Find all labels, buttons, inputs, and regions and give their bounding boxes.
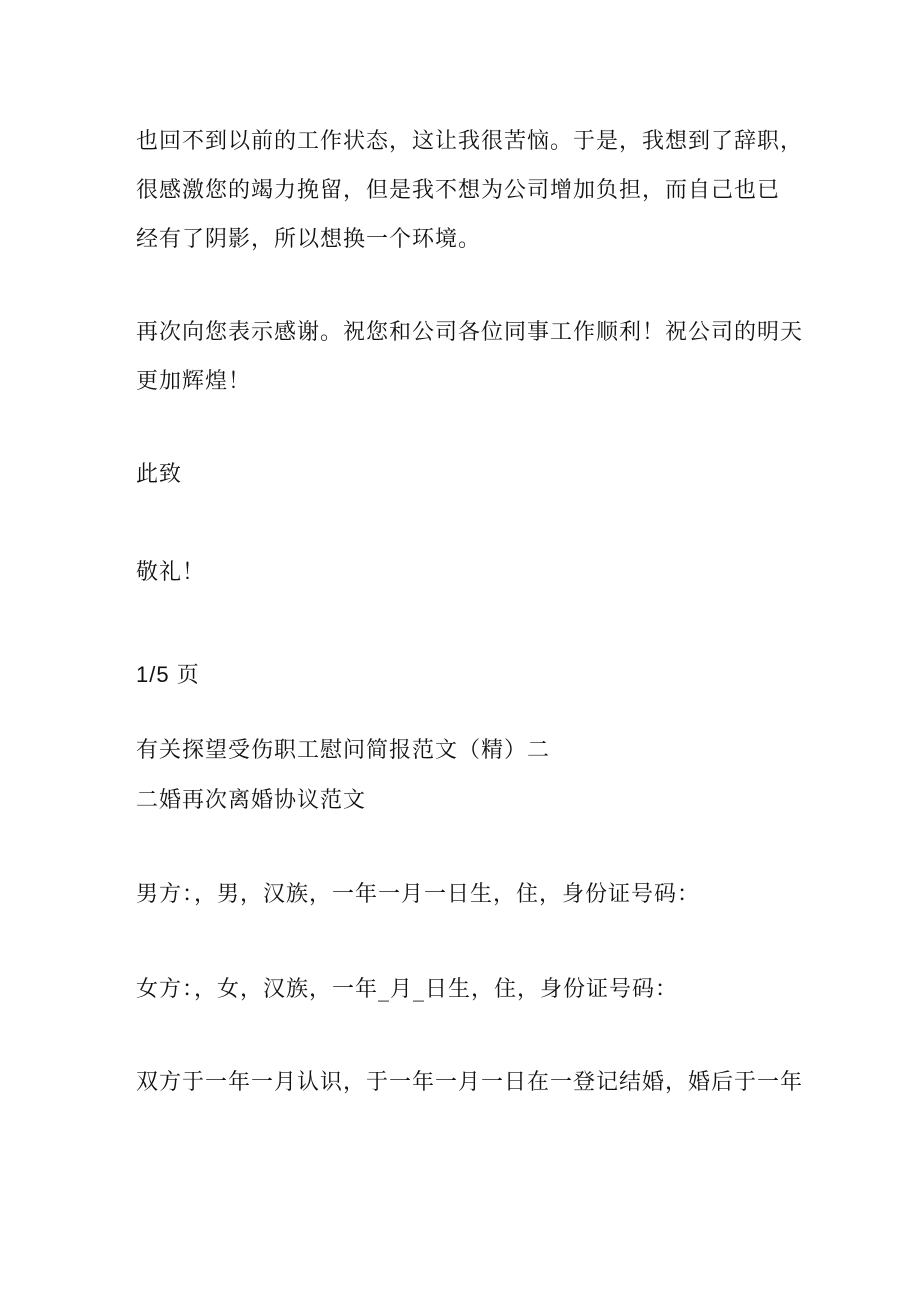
page-number: 1/5 页 bbox=[136, 662, 200, 687]
paragraph-line: 经有了阴影，所以想换一个环境。 bbox=[136, 227, 482, 252]
closing-salutation: 此致 bbox=[136, 462, 183, 487]
female-party-line: 女方：，女，汉族，一年_月_日生，住，身份证号码： bbox=[136, 977, 679, 1002]
male-party-line: 男方：，男，汉族，一年一月一日生，住，身份证号码： bbox=[136, 882, 701, 907]
paragraph-line: 更加辉煌！ bbox=[136, 369, 252, 394]
document-subheading: 二婚再次离婚协议范文 bbox=[136, 788, 367, 813]
marriage-history-line: 双方于一年一月认识，于一年一月一日在一登记结婚，婚后于一年 bbox=[136, 1070, 804, 1095]
closing-regards: 敬礼！ bbox=[136, 560, 206, 585]
document-heading: 有关探望受伤职工慰问简报范文（精）二 bbox=[136, 738, 551, 763]
paragraph-line: 很感激您的竭力挽留，但是我不想为公司增加负担，而自己也已 bbox=[136, 178, 781, 203]
paragraph-line: 也回不到以前的工作状态，这让我很苦恼。于是，我想到了辞职， bbox=[136, 129, 804, 154]
paragraph-line: 再次向您表示感谢。祝您和公司各位同事工作顺利！祝公司的明天 bbox=[136, 320, 804, 345]
